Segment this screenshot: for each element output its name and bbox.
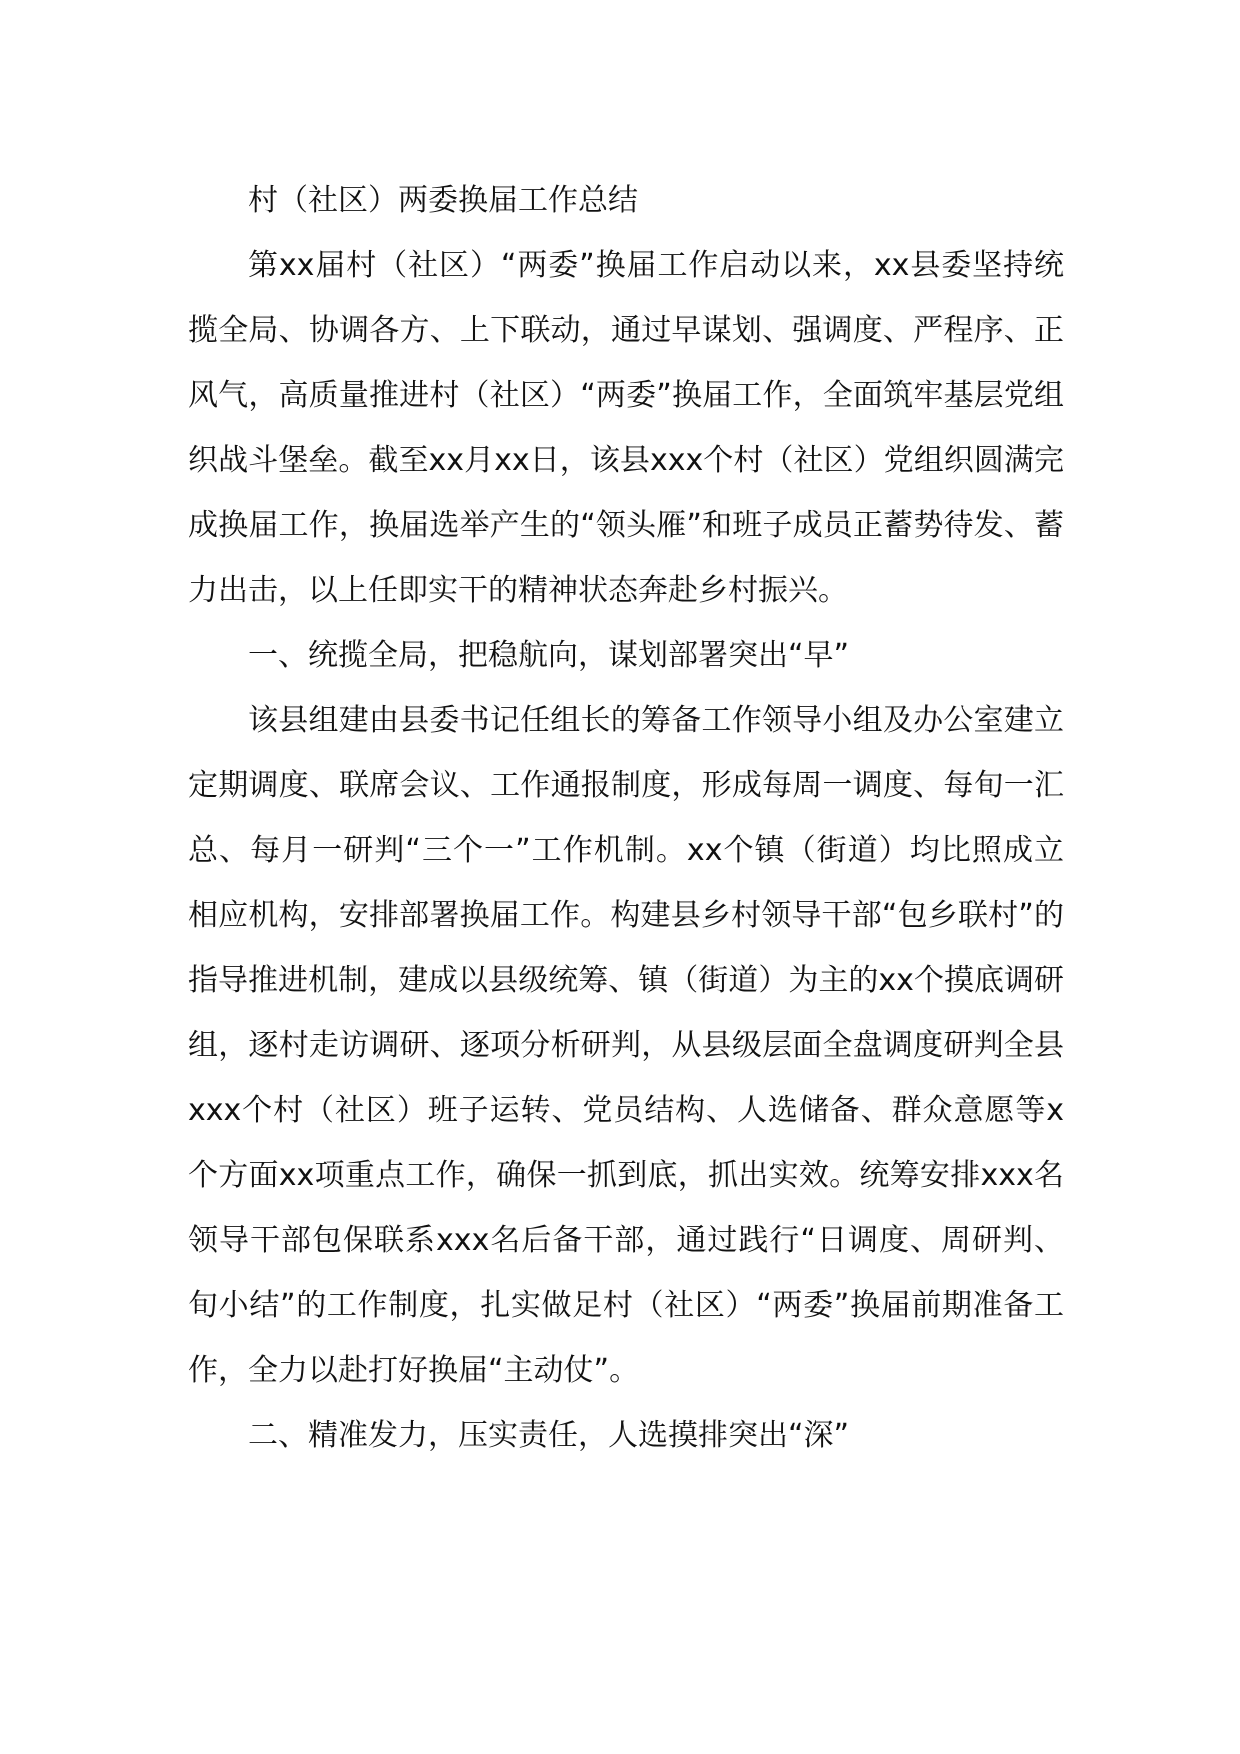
section-heading-2: 二、精准发力，压实责任，人选摸排突出“深”: [248, 1418, 850, 1453]
section-1-paragraph: 该县组建由县委书记任组长的筹备工作领导小组及办公室建立定期调度、联席会议、工作通报制度，形成每周一调度、每旬一汇总、每月一研判“三个一”工作机制。xx个镇（街道）均比照成立相应机构，安排部署换届工作。构建县乡村领导干部“包乡联村”的指导推进机制，建成以县级统筹、镇（街道）为主的xx个摸底调研组，逐村走访调研、逐项分析研判，从县级层面全盘调度研判全县xxx个村（社区）班子运转、党员结构、人选储备、群众意愿等x个方面xx项重点工作，确保一抓到底，抓出实效。统筹安排xxx名领导干部包保联系xxx名后备干部，通过践行“日调度、周研判、旬小结”的工作制度，扎实做足村（社区）“两委”换届前期准备工作，全力以赴打好换届“主动仗”。: [188, 703, 1064, 1388]
document-page: [188, 168, 1064, 1468]
document-title: 村（社区）两委换届工作总结: [248, 183, 638, 218]
section-heading-1: 一、统揽全局，把稳航向，谋划部署突出“早”: [248, 638, 850, 673]
intro-paragraph: 第xx届村（社区）“两委”换届工作启动以来，xx县委坚持统揽全局、协调各方、上下联动，通过早谋划、强调度、严程序、正风气，高质量推进村（社区）“两委”换届工作，全面筑牢基层党组织战斗堡垒。截至xx月xx日，该县xxx个村（社区）党组织圆满完成换届工作，换届选举产生的“领头雁”和班子成员正蓄势待发、蓄力出击，以上任即实干的精神状态奔赴乡村振兴。: [188, 248, 1064, 608]
